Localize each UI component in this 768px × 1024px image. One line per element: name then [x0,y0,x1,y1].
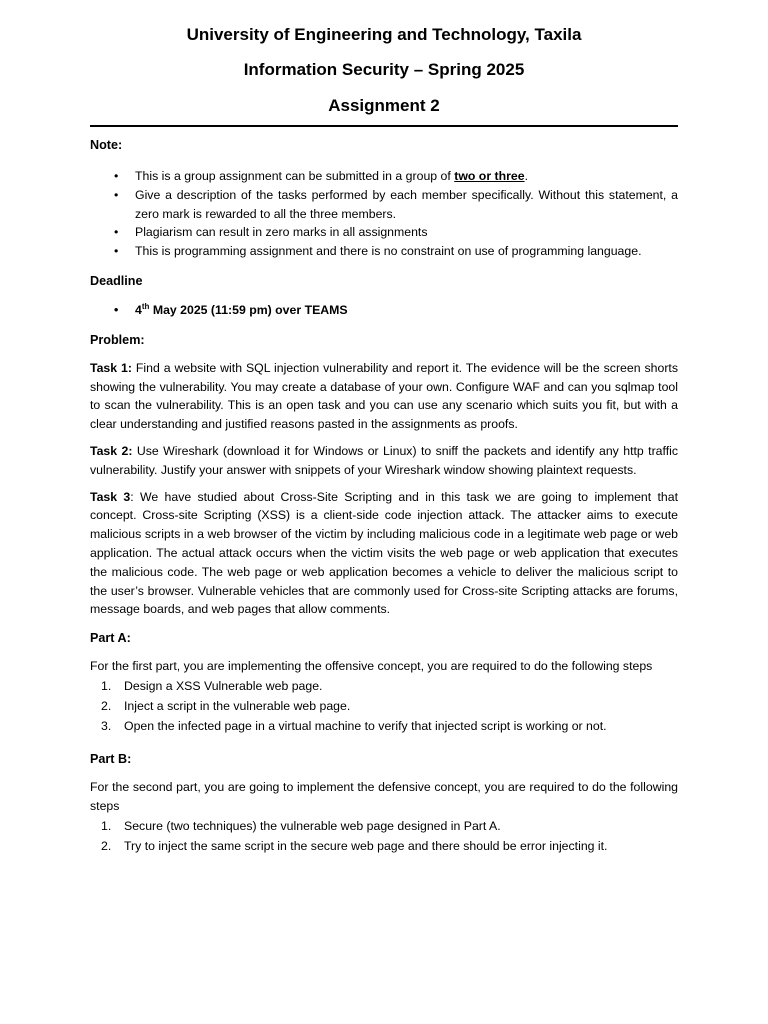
course-title: Information Security – Spring 2025 [243,60,525,79]
part-a-step: 2. Inject a script in the vulnerable web page. [101,698,351,713]
task-3-label: Task 3 [90,489,131,504]
note-item-1: • This is a group assignment can be submitted in a group of two or three. [90,167,678,186]
deadline-item: • 4th May 2025 (11:59 pm) over TEAMS [90,301,678,320]
part-b-steps [90,816,678,856]
part-b-label: Part B: [90,751,132,766]
task-1: Task 1: Find a website with SQL injection vulnerability and report it. The evidence will be the screen shorts showing the vulnerability. You may create a database of your own. Configure WAF and can you sqlmap tool to scan the vulnerability. This is an open task and you can use any scenario which suits you fit, but with a clear understanding and justified reasons pasted in the assignments as proofs. [90,360,678,432]
task-3: Task 3: We have studied about Cross-Site Scripting and in this task we are going to implement that concept. Cross-site Scripting (XSS) is a client-side code injection attack. The attacker aims to execute malicious scripts in a web browser of the victim by including malicious code in a legitimate web page or web application. The actual attack occurs when the victim visits the web page or web application that executes the malicious code. The web page or web application becomes a vehicle to deliver the malicious script to the user’s browser. Vulnerable vehicles that are commonly used for Cross-site Scripting attacks are forums, message boards, and web pages that allow comments. [90,489,678,617]
part-a-steps [90,676,678,736]
university-title: University of Engineering and Technology, Taxila [186,25,582,44]
note-label: Note: [90,138,123,152]
part-b-step: 2. Try to inject the same script in the secure web page and there should be error injecting it. [101,838,608,853]
document-page [90,20,678,856]
note-list [90,167,678,261]
bullet-icon: • [114,169,119,183]
problem-label: Problem: [90,332,145,347]
bullet-icon: • [114,244,119,259]
group-size-emphasis: two or three [454,169,525,183]
part-a-label: Part A: [90,631,131,646]
task-2: Task 2: Use Wireshark (download it for Windows or Linux) to sniff the packets and identify any http traffic vulnerability. Justify your answer with snippets of your Wireshark window showing plaintext requests. [90,443,678,477]
bullet-icon: • [114,187,119,202]
task-1-label: Task 1: [90,360,132,375]
part-b-intro: For the second part, you are going to implement the defensive concept, you are required to do the following steps [90,779,678,813]
header-rule [90,125,678,127]
task-2-label: Task 2: [90,443,133,458]
part-a-step: 3. Open the infected page in a virtual machine to verify that injected script is working or not. [101,718,607,733]
note-item-4: • This is programming assignment and there is no constraint on use of programming language. [90,242,678,261]
assignment-title: Assignment 2 [328,96,440,115]
part-b-step: 1. Secure (two techniques) the vulnerable web page designed in Part A. [101,818,501,833]
deadline-list [90,301,678,320]
note-item-3: • Plagiarism can result in zero marks in all assignments [90,223,678,242]
part-a-step: 1. Design a XSS Vulnerable web page. [101,678,323,693]
deadline-label: Deadline [90,273,143,288]
part-a-intro: For the first part, you are implementing the offensive concept, you are required to do the following steps [90,659,653,674]
bullet-icon: • [114,225,119,240]
bullet-icon: • [114,302,119,317]
note-item-2: • Give a description of the tasks performed by each member specifically. Without this statement, a zero mark is rewarded to all the three members. [114,187,678,221]
